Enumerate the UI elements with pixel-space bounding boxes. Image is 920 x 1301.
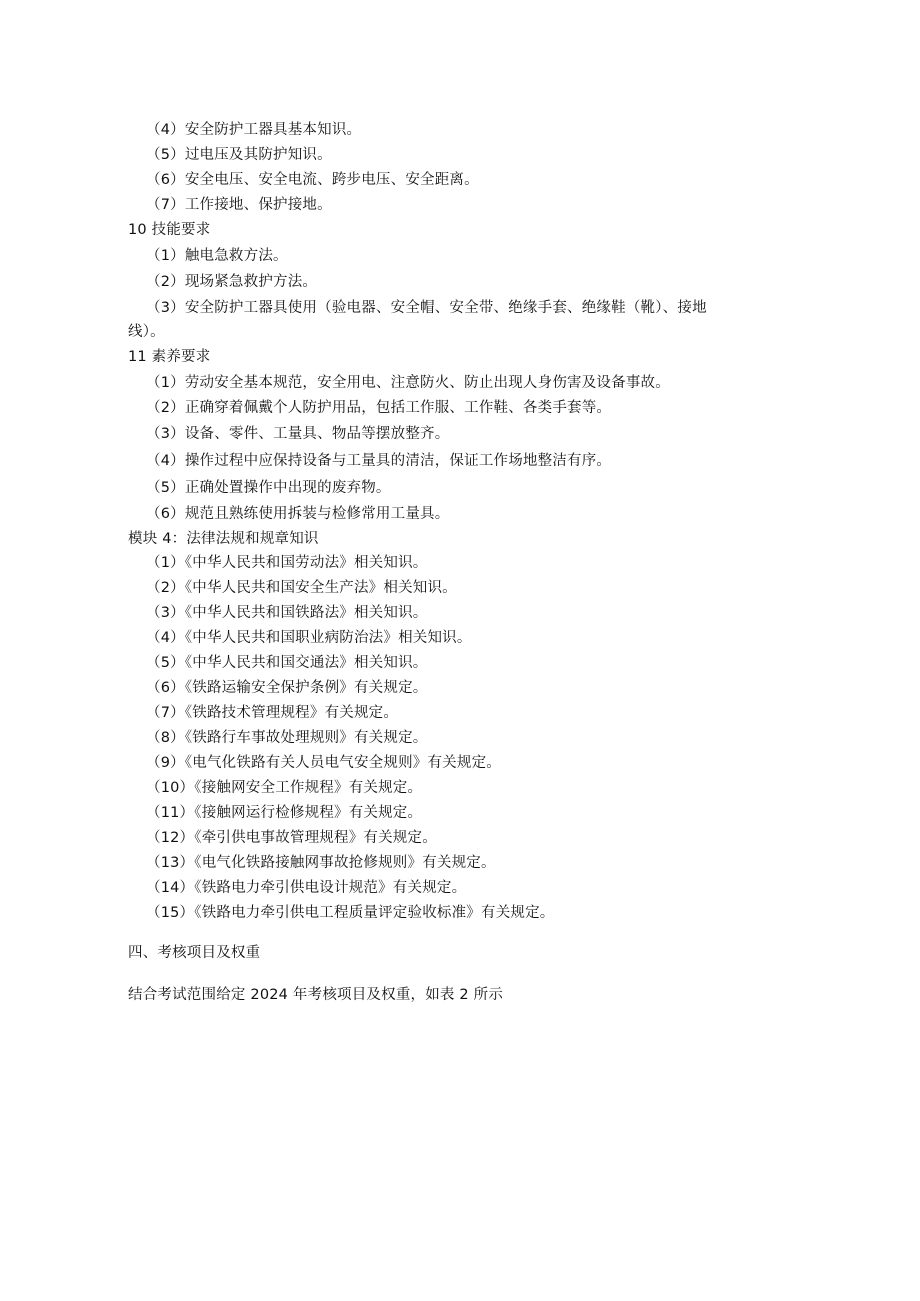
knowledge-item-5: （5）过电压及其防护知识。 — [146, 147, 332, 163]
section-4-heading: 四、考核项目及权重 — [128, 945, 261, 961]
skills-heading: 10 技能要求 — [128, 222, 211, 238]
module4-item-8: （8）《铁路行车事故处理规则》有关规定。 — [146, 730, 428, 746]
knowledge-item-7: （7）工作接地、保护接地。 — [146, 197, 332, 213]
module4-item-10: （10）《接触网安全工作规程》有关规定。 — [146, 780, 423, 796]
module4-item-6: （6）《铁路运输安全保护条例》有关规定。 — [146, 680, 428, 696]
module4-heading: 模块 4：法律法规和规章知识 — [128, 531, 319, 547]
skills-item-3-line1: （3）安全防护工器具使用（验电器、安全帽、安全带、绝缘手套、绝缘鞋（靴）、接地 — [146, 300, 707, 316]
module4-item-12: （12）《牵引供电事故管理规程》有关规定。 — [146, 830, 437, 846]
literacy-item-5: （5）正确处置操作中出现的废弃物。 — [146, 480, 391, 496]
knowledge-item-4: （4）安全防护工器具基本知识。 — [146, 122, 362, 138]
skills-item-2: （2）现场紧急救护方法。 — [146, 274, 318, 290]
knowledge-item-6: （6）安全电压、安全电流、跨步电压、安全距离。 — [146, 172, 479, 188]
module4-item-2: （2）《中华人民共和国安全生产法》相关知识。 — [146, 580, 457, 596]
literacy-item-6: （6）规范且熟练使用拆装与检修常用工量具。 — [146, 506, 450, 522]
module4-item-5: （5）《中华人民共和国交通法》相关知识。 — [146, 655, 428, 671]
module4-item-14: （14）《铁路电力牵引供电设计规范》有关规定。 — [146, 880, 467, 896]
literacy-item-1: （1）劳动安全基本规范，安全用电、注意防火、防止出现人身伤害及设备事故。 — [146, 375, 670, 391]
skills-item-3-line2: 线）。 — [128, 324, 165, 340]
literacy-item-3: （3）设备、零件、工量具、物品等摆放整齐。 — [146, 426, 450, 442]
skills-item-1: （1）触电急救方法。 — [146, 248, 288, 264]
literacy-item-4: （4）操作过程中应保持设备与工量具的清洁，保证工作场地整洁有序。 — [146, 453, 612, 469]
module4-item-1: （1）《中华人民共和国劳动法》相关知识。 — [146, 555, 428, 571]
module4-item-15: （15）《铁路电力牵引供电工程质量评定验收标准》有关规定。 — [146, 905, 555, 921]
module4-item-3: （3）《中华人民共和国铁路法》相关知识。 — [146, 605, 428, 621]
module4-item-11: （11）《接触网运行检修规程》有关规定。 — [146, 805, 423, 821]
module4-item-7: （7）《铁路技术管理规程》有关规定。 — [146, 705, 399, 721]
module4-item-9: （9）《电气化铁路有关人员电气安全规则》有关规定。 — [146, 755, 501, 771]
literacy-heading: 11 素养要求 — [128, 349, 211, 365]
section-4-paragraph: 结合考试范围给定 2024 年考核项目及权重，如表 2 所示 — [128, 987, 504, 1003]
module4-item-13: （13）《电气化铁路接触网事故抢修规则》有关规定。 — [146, 855, 496, 871]
literacy-item-2: （2）正确穿着佩戴个人防护用品，包括工作服、工作鞋、各类手套等。 — [146, 400, 612, 416]
module4-item-4: （4）《中华人民共和国职业病防治法》相关知识。 — [146, 630, 472, 646]
